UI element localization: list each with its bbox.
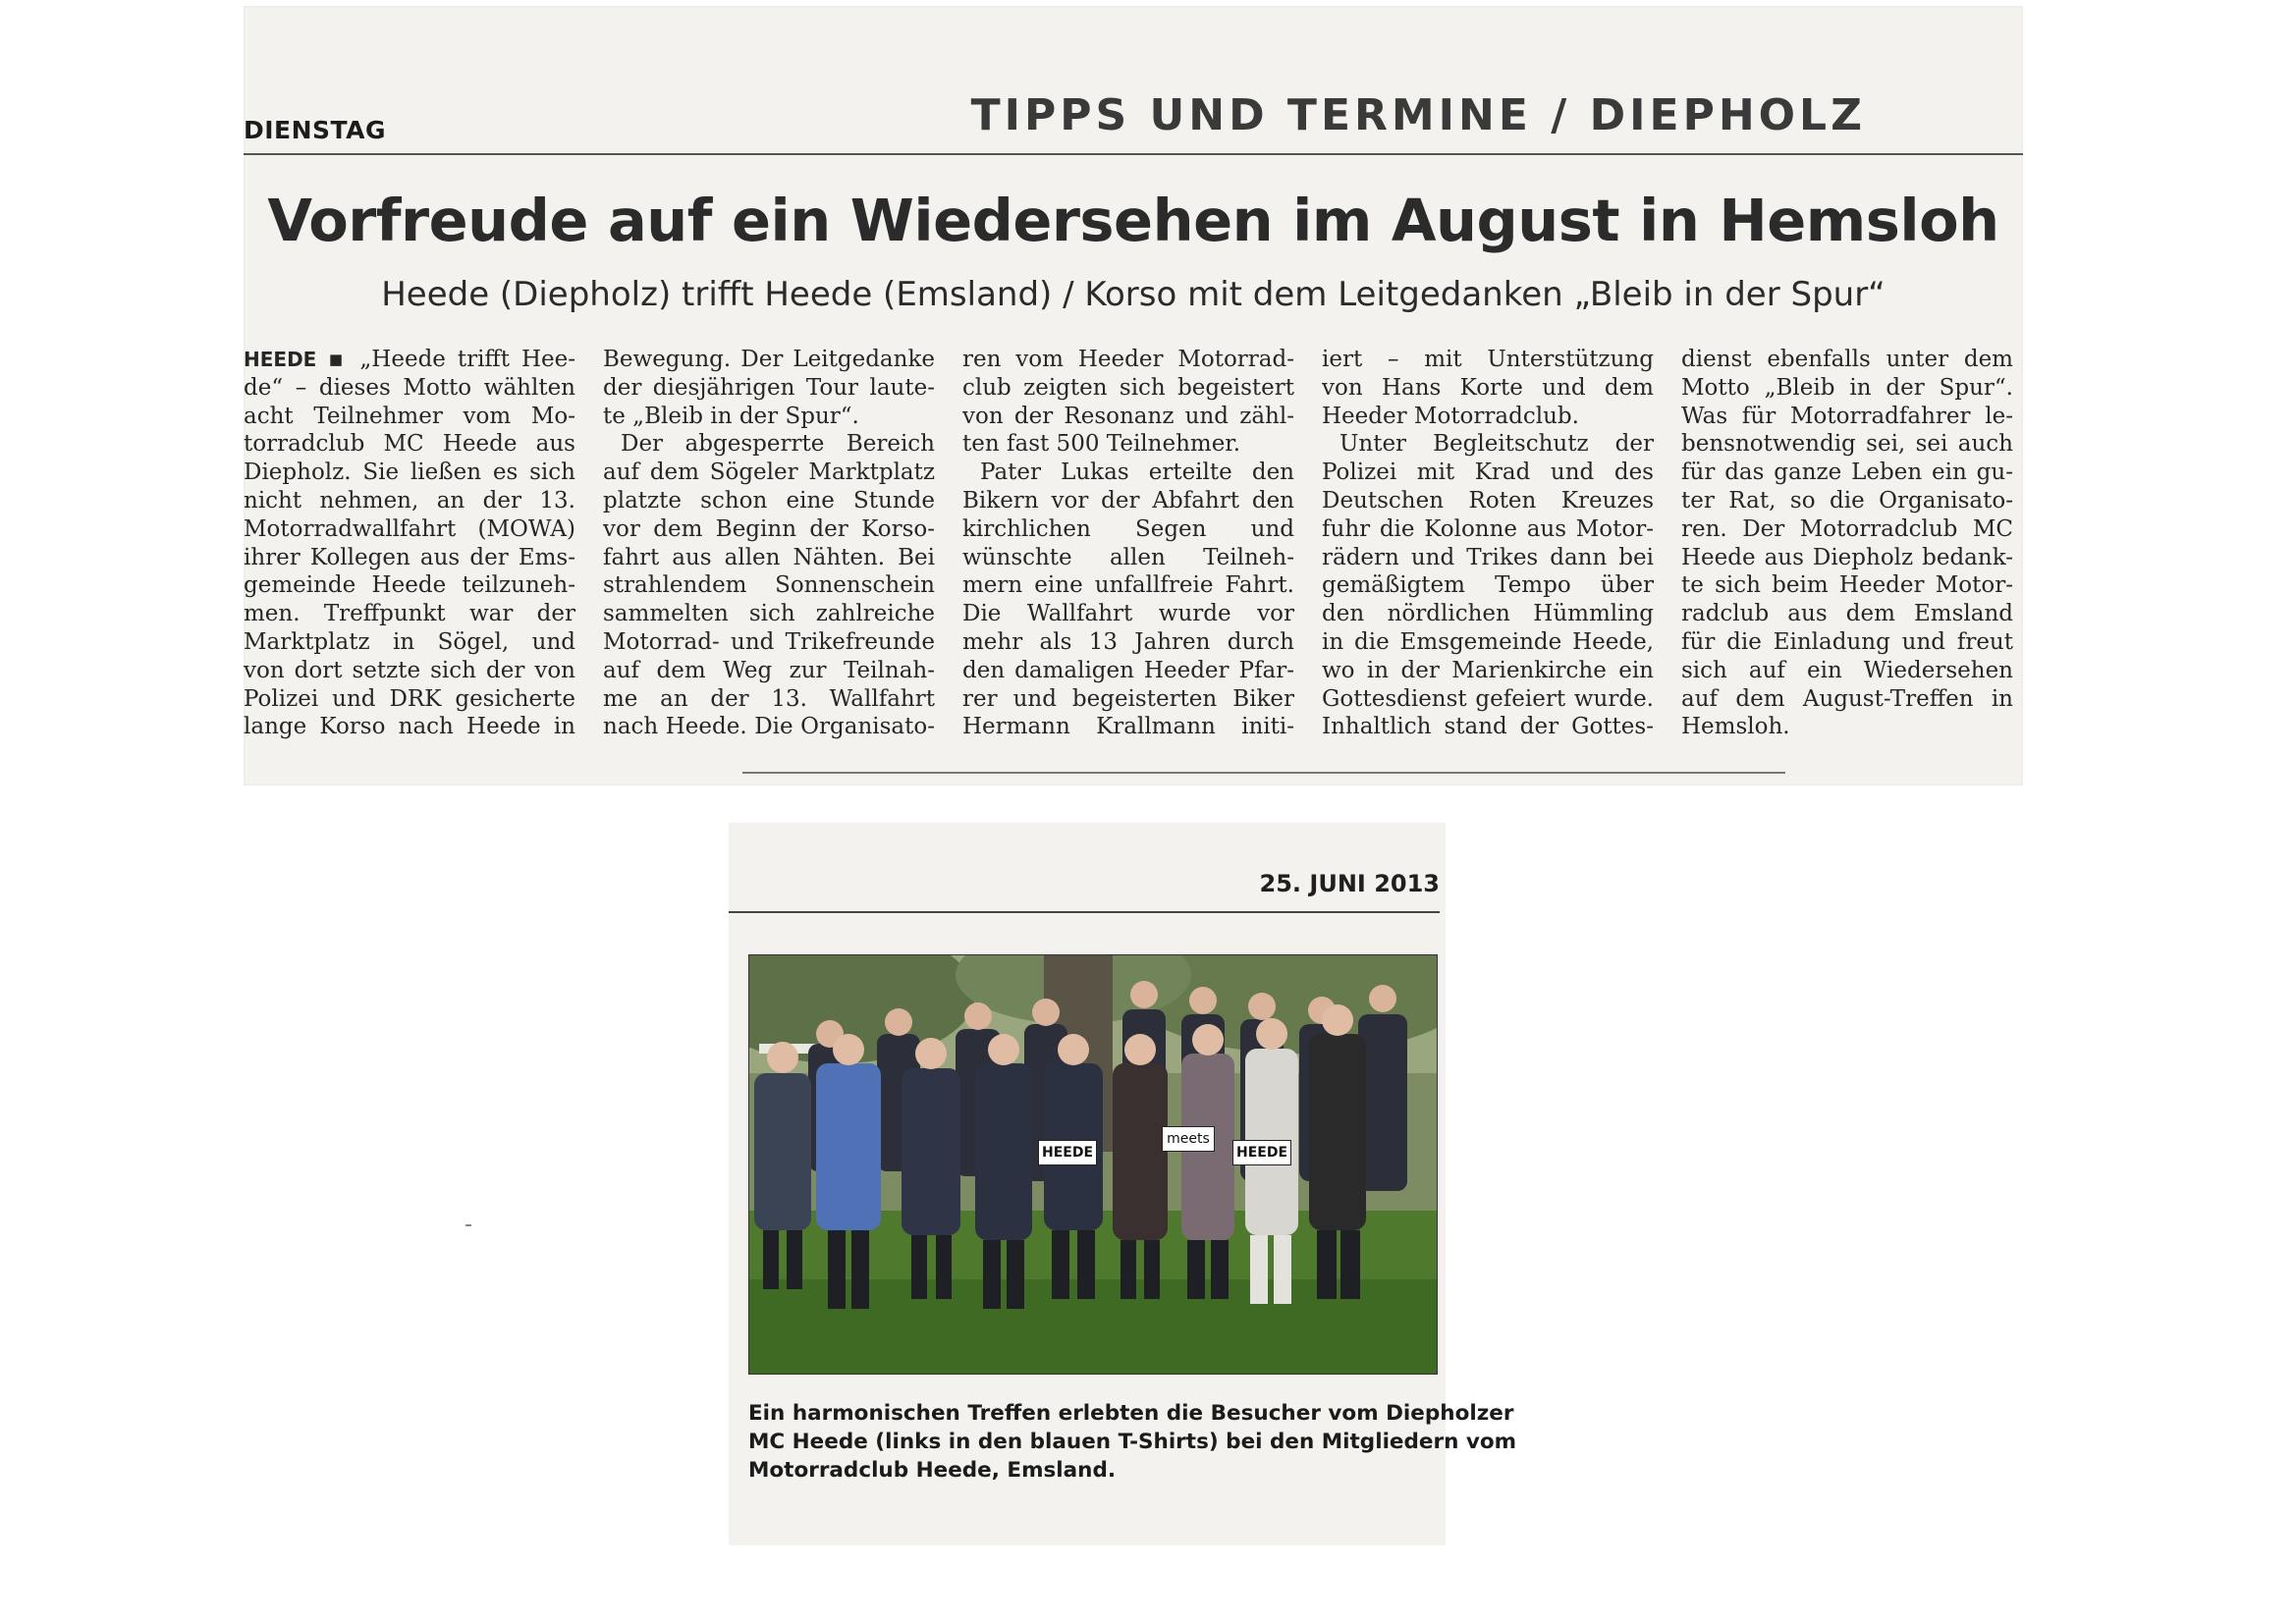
article-text-line: Hemsloh. xyxy=(1681,714,1790,740)
article-text-line: wünschte allen Teilneh- xyxy=(962,544,1294,570)
photo-clipping xyxy=(729,823,1517,1545)
article-text-line: iert – mit Unterstützung xyxy=(1322,347,1654,372)
caption-line: Motorradclub Heede, Emsland. xyxy=(748,1457,1117,1483)
text-column-4 xyxy=(1322,346,1654,741)
article-text-line: Heeder Motorradclub. xyxy=(1322,403,1579,429)
article-text-line: Bewegung. Der Leitgedanke xyxy=(603,347,935,372)
section-title: TIPPS UND TERMINE / DIEPHOLZ xyxy=(970,90,1866,140)
scan-speck xyxy=(465,1224,471,1226)
article-text-line: auf dem Sögeler Marktplatz xyxy=(603,460,935,486)
article-text-line: kirchlichen Segen und xyxy=(962,515,1294,542)
article-text-line: mehr als 13 Jahren durch xyxy=(962,628,1294,655)
article-text-line: te „Bleib in der Spur“. xyxy=(603,403,859,429)
article-text-line: Hermann Krallmann initi- xyxy=(962,714,1294,740)
article-headline: Vorfreude auf ein Wiedersehen im August in Hemsloh xyxy=(267,187,1999,254)
article-text-line: de“ – dieses Motto wählten xyxy=(244,374,575,401)
article-text-line: vor dem Beginn der Korso- xyxy=(603,515,935,542)
article-text-line: ten fast 500 Teilnehmer. xyxy=(962,431,1241,458)
text-column-2 xyxy=(603,346,935,741)
article-text-line: platzte schon eine Stunde xyxy=(603,487,935,514)
article-text-line: Motorrad- und Trikefreunde xyxy=(603,628,935,655)
article-text-line: nach Heede. Die Organisato- xyxy=(603,714,935,740)
article-text-line: Motto „Bleib in der Spur“. xyxy=(1681,374,2013,401)
article-text-line: den damaligen Heeder Pfar- xyxy=(962,657,1294,683)
article-text-line: ter Rat, so die Organisato- xyxy=(1681,487,2013,514)
article-text-line: dienst ebenfalls unter dem xyxy=(1681,347,2013,372)
article-text-line: gemeinde Heede teilzuneh- xyxy=(244,572,575,599)
article-text-line: rädern und Trikes dann bei xyxy=(1322,544,1654,570)
text-column-1 xyxy=(244,346,575,741)
weekday-label: DIENSTAG xyxy=(244,116,387,144)
page-header xyxy=(244,86,2023,151)
article-text-line: strahlendem Sonnenschein xyxy=(603,572,935,599)
article-text-line: bensnotwendig sei, sei auch xyxy=(1681,431,2013,458)
article-text-line: me an der 13. Wallfahrt xyxy=(603,685,935,712)
date-divider xyxy=(729,911,1440,913)
article-text-line: Polizei und DRK gesicherte xyxy=(244,685,575,712)
article-text-line: sammelten sich zahlreiche xyxy=(603,601,935,627)
article-text-line: Marktplatz in Sögel, und xyxy=(244,628,575,655)
article-text-line xyxy=(244,346,575,374)
article-text-line: in die Emsgemeinde Heede, xyxy=(1322,628,1654,655)
article-text-line: Die Wallfahrt wurde vor xyxy=(962,601,1294,627)
article-clipping xyxy=(244,6,2023,785)
article-text-line: te sich beim Heeder Motor- xyxy=(1681,572,2013,599)
sign-meets: meets xyxy=(1162,1126,1215,1152)
article-text-line: auf dem August-Treffen in xyxy=(1681,685,2013,712)
group-photo xyxy=(748,954,1438,1375)
article-text-line: Inhaltlich stand der Gottes- xyxy=(1322,714,1654,740)
article-subheadline: Heede (Diepholz) trifft Heede (Emsland) / Korso mit dem Leitgedanken „Bleib in der Spur“ xyxy=(381,275,1886,314)
sign-heede-right: HEEDE xyxy=(1232,1140,1291,1165)
text-column-5 xyxy=(1681,346,2013,741)
article-dateline: HEEDE xyxy=(244,348,317,371)
article-text-line: Deutschen Roten Kreuzes xyxy=(1322,487,1654,514)
article-text-line: von Hans Korte und dem xyxy=(1322,374,1654,401)
article-text-line: club zeigten sich begeistert xyxy=(962,374,1294,401)
article-text-fragment: ▪ „Heede trifft Hee- xyxy=(316,347,575,372)
article-text-line: Motorradwallfahrt (MOWA) xyxy=(244,515,575,542)
text-column-3 xyxy=(962,346,1294,741)
article-text-line: Polizei mit Krad und des xyxy=(1322,460,1654,486)
article-text-line: acht Teilnehmer vom Mo- xyxy=(244,403,575,429)
article-text-line: Diepholz. Sie ließen es sich xyxy=(244,460,575,486)
article-text-line: torradclub MC Heede aus xyxy=(244,431,575,458)
article-text-line: Was für Motorradfahrer le- xyxy=(1681,403,2013,429)
article-text-line: mern eine unfallfreie Fahrt. xyxy=(962,572,1294,599)
article-text-line: lange Korso nach Heede in xyxy=(244,714,575,740)
article-bottom-rule xyxy=(742,772,1785,774)
article-text-line: für das ganze Leben ein gu- xyxy=(1681,460,2013,486)
article-text-line: den nördlichen Hümmling xyxy=(1322,601,1654,627)
header-divider xyxy=(244,153,2023,155)
article-text-line: Heede aus Diepholz bedank- xyxy=(1681,544,2013,570)
article-text-line: gemäßigtem Tempo über xyxy=(1322,572,1654,599)
issue-date: 25. JUNI 2013 xyxy=(1259,870,1440,897)
article-text-line: der diesjährigen Tour laute- xyxy=(603,374,935,401)
sign-heede-left: HEEDE xyxy=(1038,1140,1097,1165)
article-text-line: rer und begeisterten Biker xyxy=(962,685,1294,712)
caption-line: MC Heede (links in den blauen T-Shirts) bei den Mitgliedern vom xyxy=(748,1429,1517,1454)
article-text-line: Pater Lukas erteilte den xyxy=(980,460,1294,486)
article-text-line: fahrt aus allen Nähten. Bei xyxy=(603,544,935,570)
article-text-line: nicht nehmen, an der 13. xyxy=(244,487,575,514)
article-text-line: men. Treffpunkt war der xyxy=(244,601,575,627)
article-text-line: Bikern vor der Abfahrt den xyxy=(962,487,1294,514)
article-text-line: sich auf ein Wiedersehen xyxy=(1681,657,2013,683)
article-text-line: fuhr die Kolonne aus Motor- xyxy=(1322,515,1654,542)
article-text-line: von dort setzte sich der von xyxy=(244,657,575,683)
article-text-line: ren. Der Motorradclub MC xyxy=(1681,515,2013,542)
article-text-line: für die Einladung und freut xyxy=(1681,628,2013,655)
article-text-line: Unter Begleitschutz der xyxy=(1339,431,1654,458)
article-text-line: wo in der Marienkirche ein xyxy=(1322,657,1654,683)
article-text-line: auf dem Weg zur Teilnah- xyxy=(603,657,935,683)
photo-caption xyxy=(748,1400,1517,1485)
article-text-line: ren vom Heeder Motorrad- xyxy=(962,347,1294,372)
caption-line: Ein harmonischen Treffen erlebten die Besucher vom Diepholzer xyxy=(748,1401,1514,1426)
article-text-line: radclub aus dem Emsland xyxy=(1681,601,2013,627)
article-body xyxy=(244,346,2023,748)
article-text-line: Der abgesperrte Bereich xyxy=(621,431,935,458)
article-text-line: Gottesdienst gefeiert wurde. xyxy=(1322,685,1654,712)
article-text-line: von der Resonanz und zähl- xyxy=(962,403,1294,429)
article-text-line: ihrer Kollegen aus der Ems- xyxy=(244,544,575,570)
